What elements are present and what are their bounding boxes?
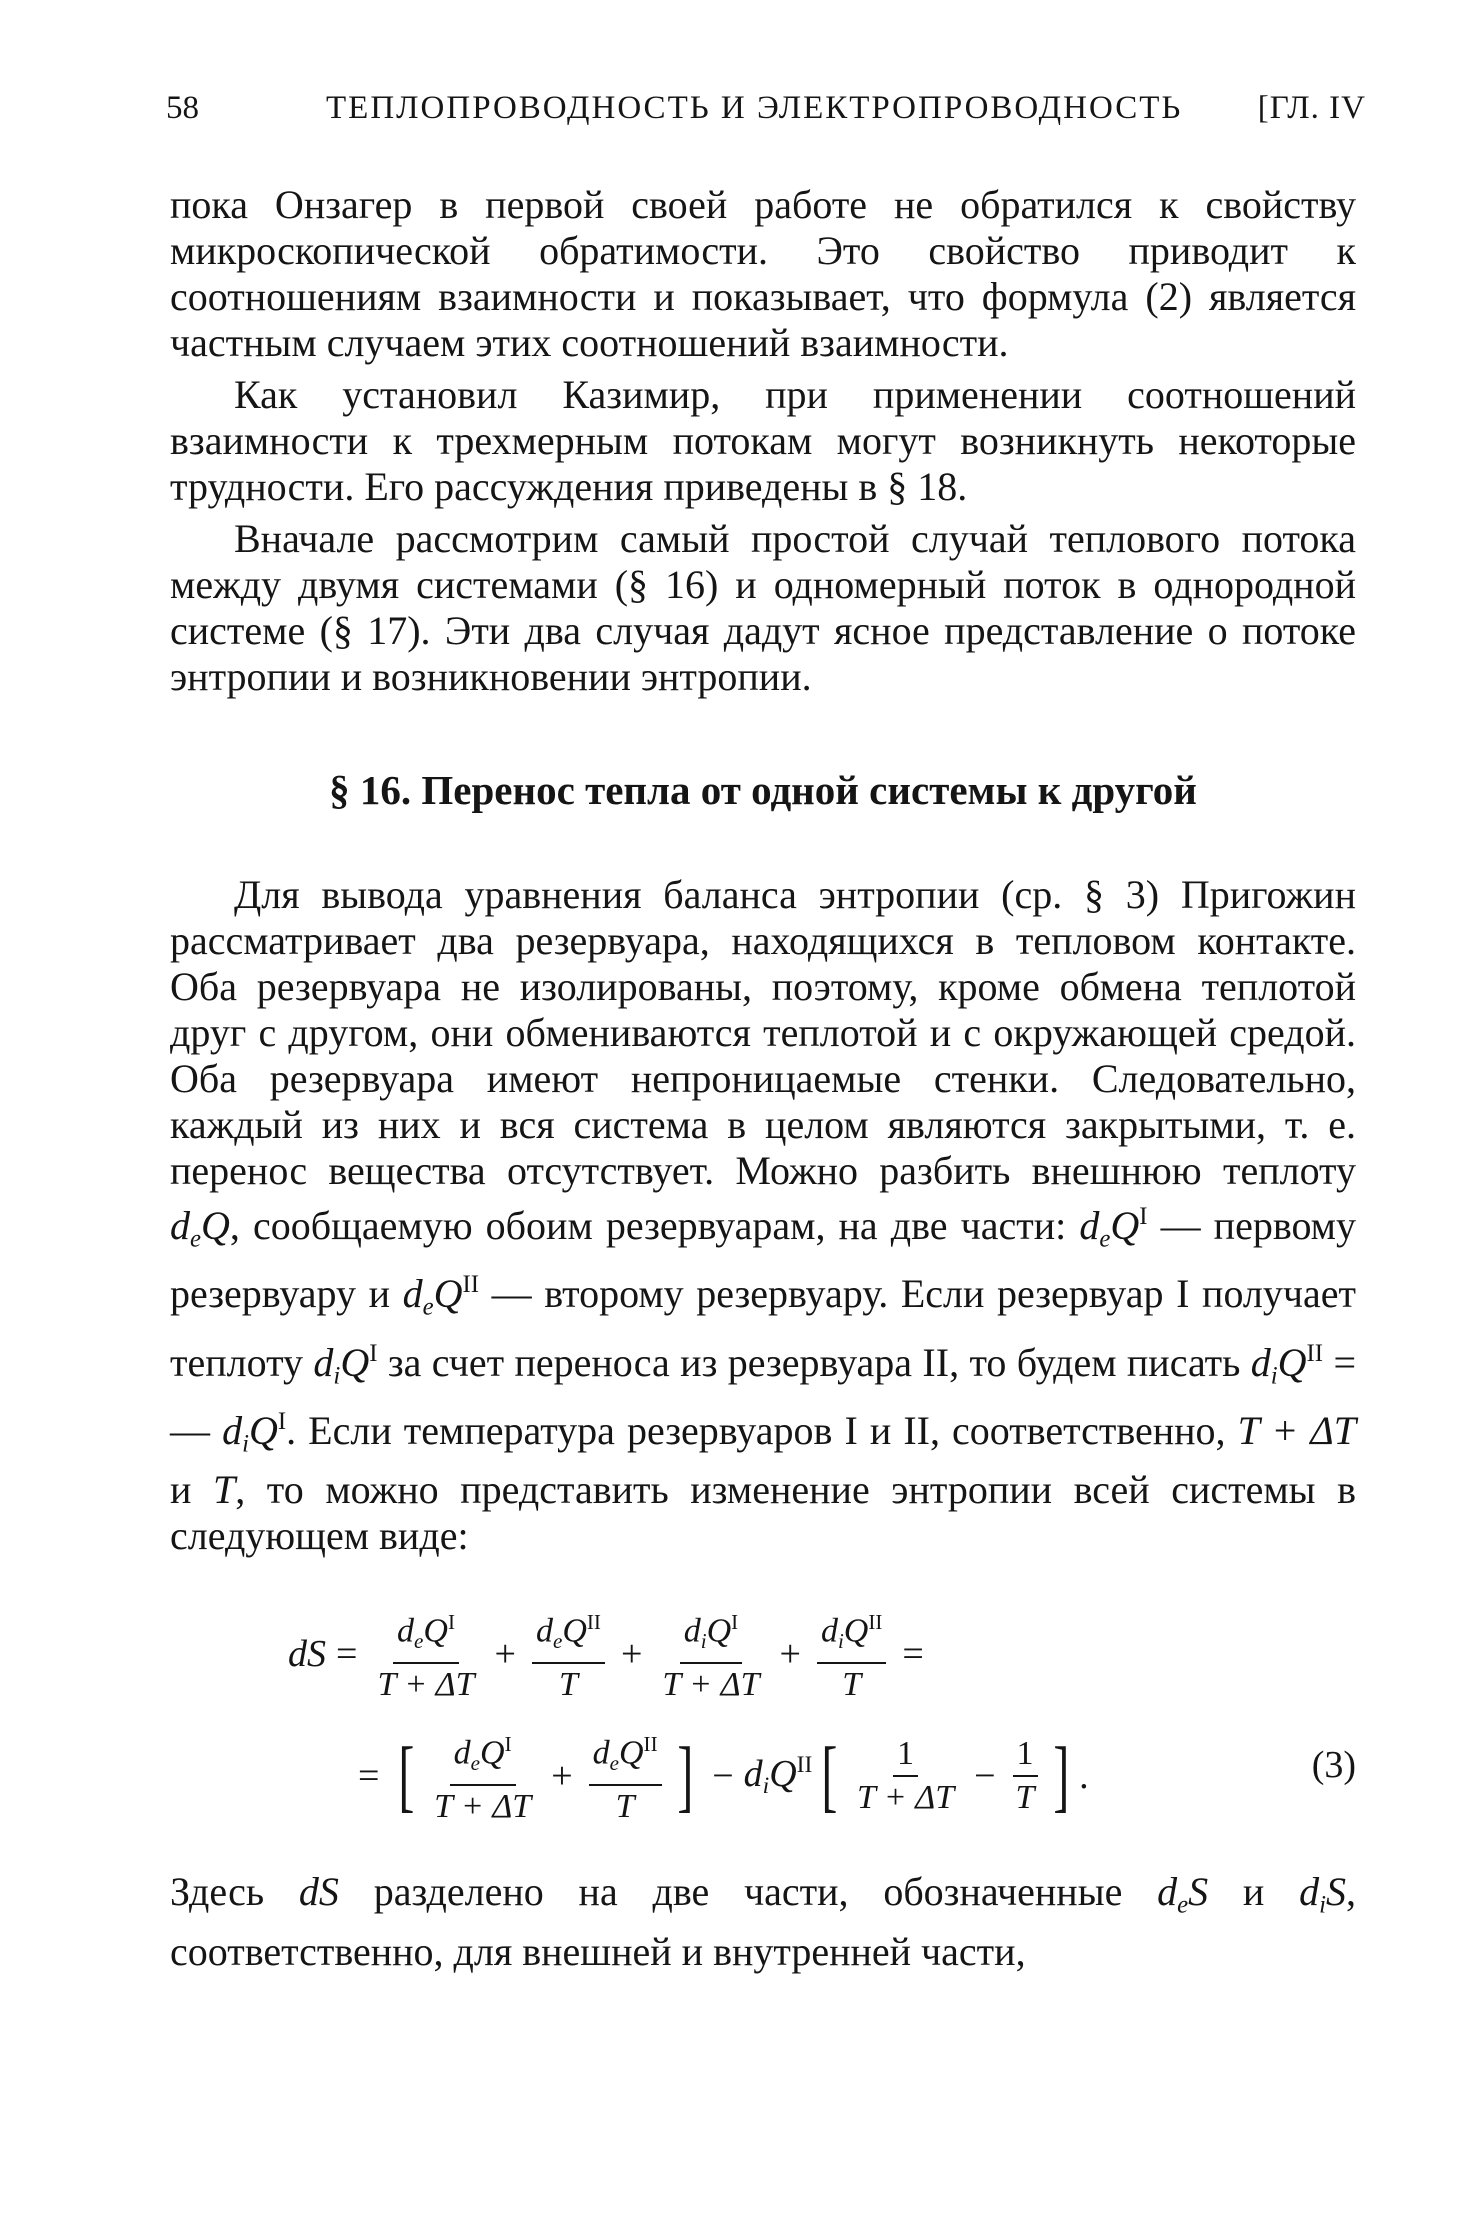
formula-transfer-relation: $d_iQ^{II}$ = — $d_iQ^I$	[170, 1339, 1357, 1458]
text-run: — второму резервуару. Если резервуар I получает теплоту	[170, 1271, 1356, 1385]
frac-one-over-t-plus-dt: $\frac{1}{T + \Delta T}$	[857, 1734, 955, 1816]
frac-diq1-over-t-plus-dt: $\frac{d_iQ^I}{T + \Delta T}$	[658, 1603, 763, 1704]
formula-deq-1: $d_eQ^I$	[1079, 1202, 1148, 1253]
running-title: ТЕПЛОПРОВОДНОСТЬ И ЭЛЕКТРОПРОВОДНОСТЬ	[326, 90, 1183, 126]
page-number: 58	[166, 90, 199, 126]
eq-ds: dS	[288, 1632, 326, 1675]
text-run: за счет переноса из резервуара II, то будем писать	[377, 1339, 1251, 1385]
frac-diq2-over-t: $\frac{d_iQ^{II}}{T}$	[817, 1603, 886, 1704]
text-run: , сообщаемую обоим резервуарам, на две части:	[229, 1202, 1080, 1248]
paragraph-2: Как установил Казимир, при применении соотношений взаимности к трехмерным потокам могут возникнуть некоторые трудности. Его рассуждения приведены в § 18.	[170, 372, 1356, 509]
equation-line-2: = [ $\frac{d_eQ^I}{T + \Delta T}$ + $\frac{d_eQ^{II}}{T}$ ] − $d_iQ^{II}$ [ $\frac{1}{T + \Delta T}$ − $\frac{1}{T}$ ] .	[348, 1725, 1089, 1826]
formula-t: T	[212, 1467, 236, 1513]
chapter-reference: [ГЛ. IV	[1257, 90, 1366, 126]
equation-line-1: dS = $\frac{d_eQ^I}{T + \Delta T}$ + $\frac{d_eQ^{II}}{T}$ + $\frac{d_iQ^I}{T + \Delta T}$ + $\frac{d_iQ^{II}}{T}$ =	[288, 1603, 934, 1704]
text-run: Для вывода уравнения баланса энтропии (ср. § 3) Пригожин рассматривает два резервуара, находящихся в тепловом контакте. Оба резервуара не изолированы, поэтому, кроме обмена теплотой друг с другом, они обмениваются теплотой и с окружающей средой. Оба резервуара имеют непроницаемые стенки. Следовательно, каждый из них и вся система в целом являются закрытыми, т. е. перенос вещества отсутствует. Можно разбить внешнюю теплоту	[170, 872, 1356, 1193]
eq-sign: =	[336, 1632, 358, 1675]
text-run: Здесь	[170, 1869, 299, 1915]
text-run: . Если температура резервуаров I и II, соответственно,	[286, 1407, 1238, 1453]
body-text	[170, 182, 1356, 1975]
formula-des: $d_eS$	[1157, 1869, 1209, 1919]
frac-deq2-over-t-2: $\frac{d_eQ^{II}}{T}$	[589, 1725, 662, 1826]
paragraph-3: Вначале рассмотрим самый простой случай теплового потока между двумя системами (§ 16) и одномерный поток в однородной системе (§ 17). Эти два случая дадут ясное представление о потоке энтропии и возникновении энтропии.	[170, 516, 1356, 699]
formula-dis: $d_iS$	[1299, 1869, 1346, 1919]
text-run: и	[170, 1467, 213, 1513]
formula-ds: dS	[298, 1869, 339, 1915]
eq-diq2: $d_iQ^{II}$	[743, 1751, 813, 1799]
equation-3	[170, 1585, 1356, 1835]
formula-deq-2: $d_eQ^{II}$	[402, 1271, 480, 1321]
text-run: , то можно представить изменение энтропии всей системы в следующем виде:	[170, 1467, 1357, 1559]
text-run: , соответственно, для внешней и внутренней части,	[170, 1869, 1356, 1974]
formula-diq-1: $d_iQ^I$	[313, 1339, 378, 1389]
paragraph-5	[170, 1869, 1356, 1974]
text-run: и	[1208, 1869, 1300, 1915]
frac-deq1-over-t-plus-dt-2: $\frac{d_eQ^I}{T + \Delta T}$	[430, 1725, 535, 1826]
text-run: — первому резервуару и	[170, 1202, 1356, 1317]
frac-deq2-over-t: $\frac{d_eQ^{II}}{T}$	[532, 1603, 605, 1704]
frac-one-over-t: $\frac{1}{T}$	[1012, 1735, 1039, 1817]
paragraph-1: пока Онзагер в первой своей работе не обратился к свойству микроскопической обратимости. Это свойство приводит к соотношениям взаимности и показывает, что формула (2) является частным случаем этих соотношений взаимности.	[170, 182, 1356, 365]
running-header	[166, 90, 1366, 140]
equation-number: (3)	[1311, 1744, 1356, 1787]
formula-t-plus-dt: T + ΔT	[1237, 1407, 1356, 1453]
text-run: разделено на две части, обозначенные	[338, 1869, 1158, 1915]
frac-deq1-over-t-plus-dt: $\frac{d_eQ^I}{T + \Delta T}$	[373, 1603, 478, 1704]
section-heading: § 16. Перенос тепла от одной системы к другой	[329, 767, 1197, 813]
paragraph-4	[170, 872, 1356, 1559]
formula-deq: $d_eQ$	[170, 1202, 230, 1253]
